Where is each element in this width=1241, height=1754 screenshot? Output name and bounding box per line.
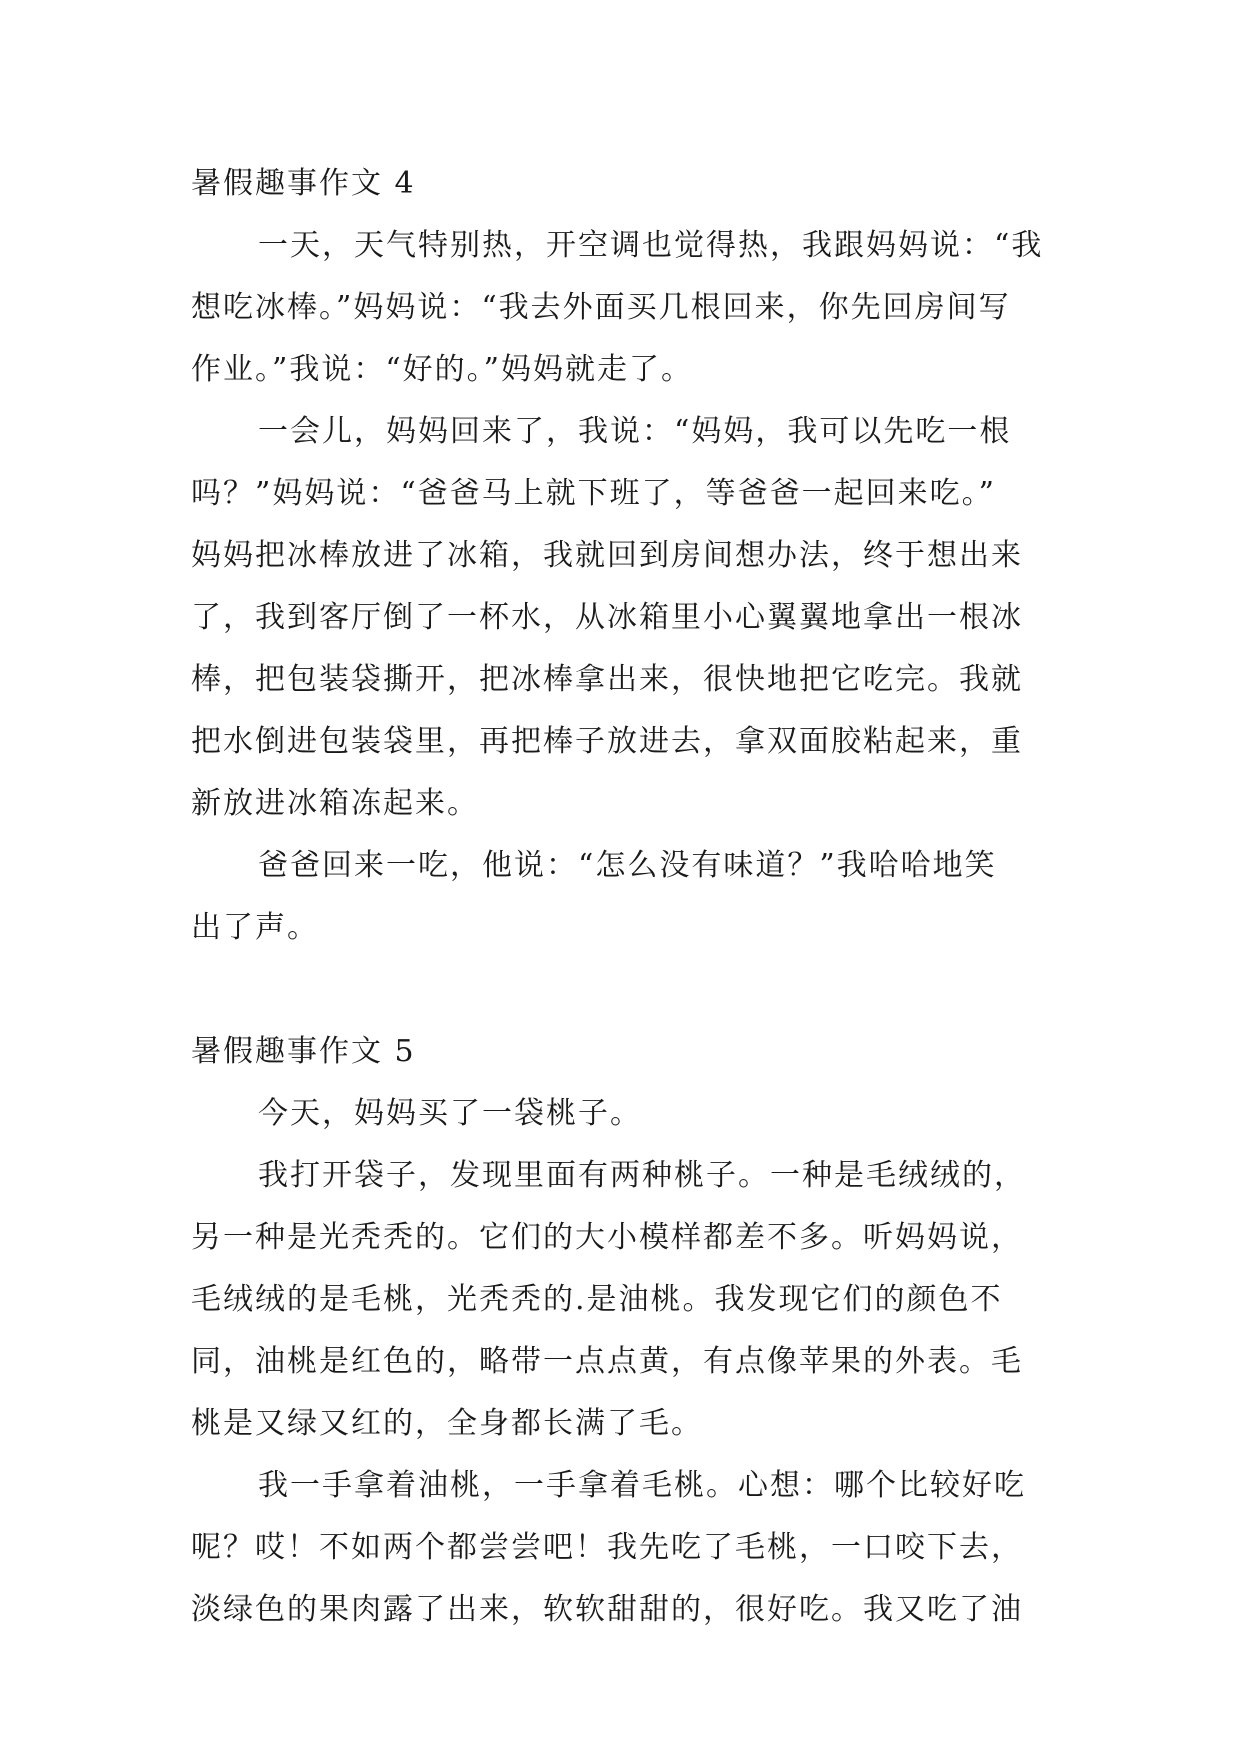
paragraph-line: 出了声。 xyxy=(191,910,319,945)
paragraph-line: 棒，把包装袋撕开，把冰棒拿出来，很快地把它吃完。我就 xyxy=(191,662,1023,697)
paragraph-line: 作业。”我说：“好的。”妈妈就走了。 xyxy=(191,352,694,387)
paragraph-line: 一天，天气特别热，开空调也觉得热，我跟妈妈说：“我 xyxy=(258,228,1044,263)
paragraph-line: 同，油桃是红色的，略带一点点黄，有点像苹果的外表。毛 xyxy=(191,1344,1023,1379)
paragraph-line: 吗？”妈妈说：“爸爸马上就下班了，等爸爸一起回来吃。” xyxy=(191,476,997,511)
paragraph-line: 爸爸回来一吃，他说：“怎么没有味道？”我哈哈地笑 xyxy=(258,848,997,883)
paragraph-line: 妈妈把冰棒放进了冰箱，我就回到房间想办法，终于想出来 xyxy=(191,538,1023,573)
paragraph-line: 另一种是光秃秃的。它们的大小模样都差不多。听妈妈说， xyxy=(191,1220,1023,1255)
paragraph-line: 把水倒进包装袋里，再把棒子放进去，拿双面胶粘起来，重 xyxy=(191,724,1023,759)
paragraph-line: 毛绒绒的是毛桃，光秃秃的.是油桃。我发现它们的颜色不 xyxy=(191,1282,1003,1317)
paragraph-line: 新放进冰箱冻起来。 xyxy=(191,786,479,821)
paragraph-line: 想吃冰棒。”妈妈说：“我去外面买几根回来，你先回房间写 xyxy=(191,290,1011,325)
paragraph-line: 淡绿色的果肉露了出来，软软甜甜的，很好吃。我又吃了油 xyxy=(191,1592,1023,1627)
paragraph-line: 呢？哎！不如两个都尝尝吧！我先吃了毛桃，一口咬下去， xyxy=(191,1530,1023,1565)
paragraph-line: 我打开袋子，发现里面有两种桃子。一种是毛绒绒的， xyxy=(258,1158,1026,1193)
paragraph-line: 今天，妈妈买了一袋桃子。 xyxy=(258,1096,642,1131)
section-heading: 暑假趣事作文 5 xyxy=(191,1034,416,1069)
paragraph-line: 一会儿，妈妈回来了，我说：“妈妈，我可以先吃一根 xyxy=(258,414,1012,449)
paragraph-line: 我一手拿着油桃，一手拿着毛桃。心想：哪个比较好吃 xyxy=(258,1468,1026,1503)
paragraph-line: 桃是又绿又红的，全身都长满了毛。 xyxy=(191,1406,703,1441)
section-heading: 暑假趣事作文 4 xyxy=(191,166,416,201)
paragraph-line: 了，我到客厅倒了一杯水，从冰箱里小心翼翼地拿出一根冰 xyxy=(191,600,1023,635)
